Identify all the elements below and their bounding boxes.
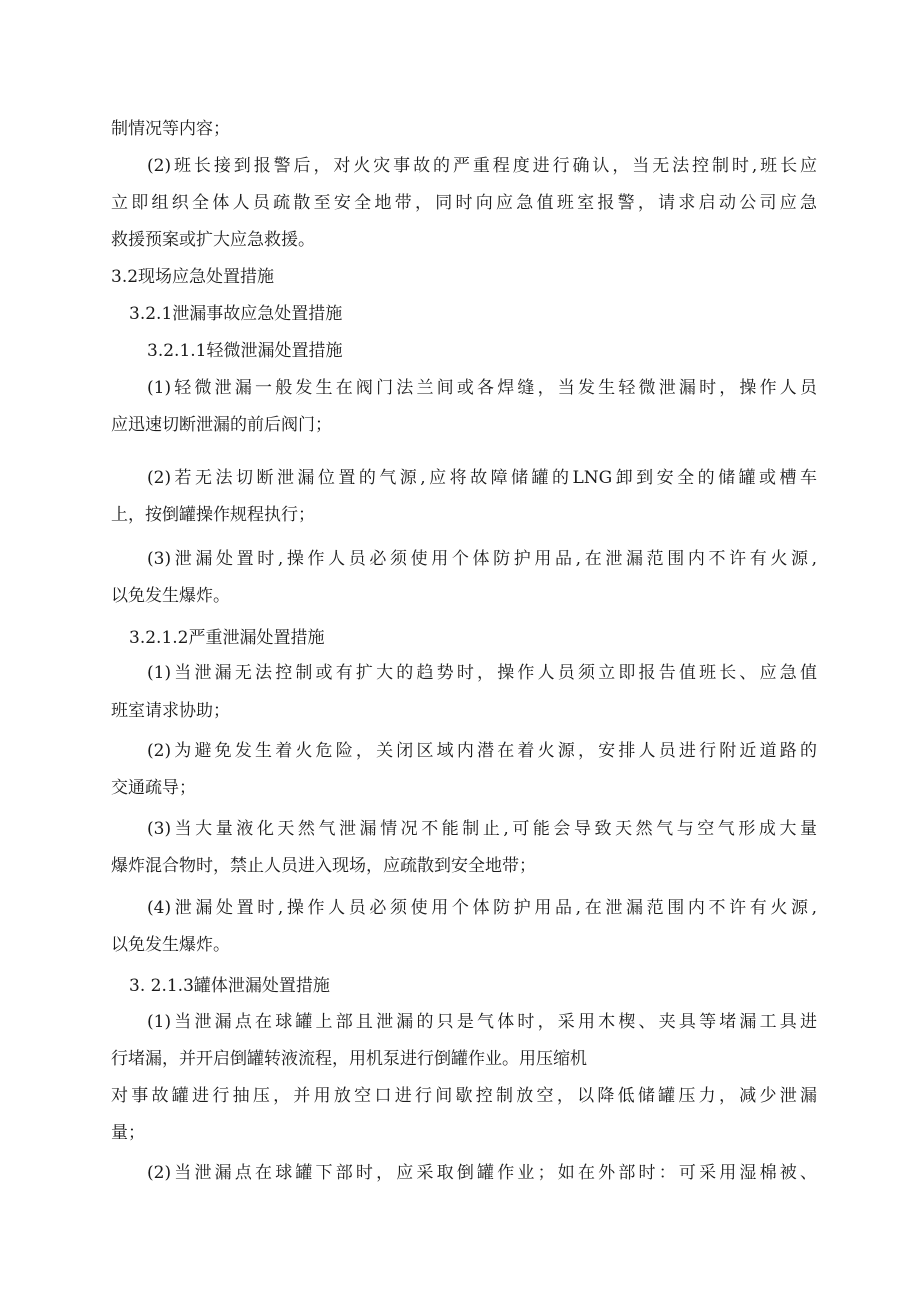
paragraph-line: (2)当泄漏点在球罐下部时，应采取倒罐作业；如在外部时：可采用湿棉被、	[147, 1163, 817, 1183]
paragraph-line: 量；	[111, 1123, 145, 1143]
paragraph-line: 救援预案或扩大应急救援。	[111, 230, 315, 250]
paragraph-line: 行堵漏，并开启倒罐转液流程，用机泵进行倒罐作业。用压缩机	[111, 1049, 587, 1069]
paragraph-line: (2)班长接到报警后，对火灾事故的严重程度进行确认，当无法控制时,班长应	[147, 156, 817, 176]
paragraph-line: 班室请求协助；	[111, 701, 230, 721]
paragraph-line: (2)为避免发生着火危险，关闭区域内潜在着火源，安排人员进行附近道路的	[147, 741, 817, 761]
subsubsection-heading: 3.2.1.1轻微泄漏处置措施	[147, 341, 343, 361]
paragraph-line: 立即组织全体人员疏散至安全地带，同时向应急值班室报警，请求启动公司应急	[111, 193, 817, 213]
subsection-heading: 3.2.1泄漏事故应急处置措施	[129, 304, 343, 324]
paragraph-line: (1)当泄漏无法控制或有扩大的趋势时，操作人员须立即报告值班长、应急值	[147, 663, 817, 683]
paragraph-line: (1)当泄漏点在球罐上部且泄漏的只是气体时，采用木楔、夹具等堵漏工具进	[147, 1012, 817, 1032]
paragraph-line: (4)泄漏处置时,操作人员必须使用个体防护用品,在泄漏范围内不许有火源,	[147, 898, 817, 918]
paragraph-line: (3)当大量液化天然气泄漏情况不能制止,可能会导致天然气与空气形成大量	[147, 819, 817, 839]
paragraph-line: (3)泄漏处置时,操作人员必须使用个体防护用品,在泄漏范围内不许有火源,	[147, 549, 817, 569]
paragraph-line: 对事故罐进行抽压，并用放空口进行间歇控制放空，以降低储罐压力，减少泄漏	[111, 1086, 817, 1106]
section-heading: 3.2现场应急处置措施	[111, 267, 275, 287]
subsubsection-heading: 3. 2.1.3罐体泄漏处置措施	[129, 976, 330, 996]
paragraph-line: 制情况等内容；	[111, 119, 230, 139]
paragraph-line: (1)轻微泄漏一般发生在阀门法兰间或各焊缝，当发生轻微泄漏时，操作人员	[147, 378, 817, 398]
paragraph-line: 交通疏导；	[111, 778, 196, 798]
paragraph-line: 应迅速切断泄漏的前后阀门；	[111, 415, 332, 435]
paragraph-line: 上，按倒罐操作规程执行；	[111, 505, 315, 525]
paragraph-line: 以免发生爆炸。	[111, 586, 230, 606]
subsubsection-heading: 3.2.1.2严重泄漏处置措施	[129, 628, 325, 648]
paragraph-line: 爆炸混合物时，禁止人员进入现场，应疏散到安全地带；	[111, 856, 536, 876]
paragraph-line: (2)若无法切断泄漏位置的气源,应将故障储罐的LNG卸到安全的储罐或槽车	[147, 468, 817, 488]
paragraph-line: 以免发生爆炸。	[111, 935, 230, 955]
